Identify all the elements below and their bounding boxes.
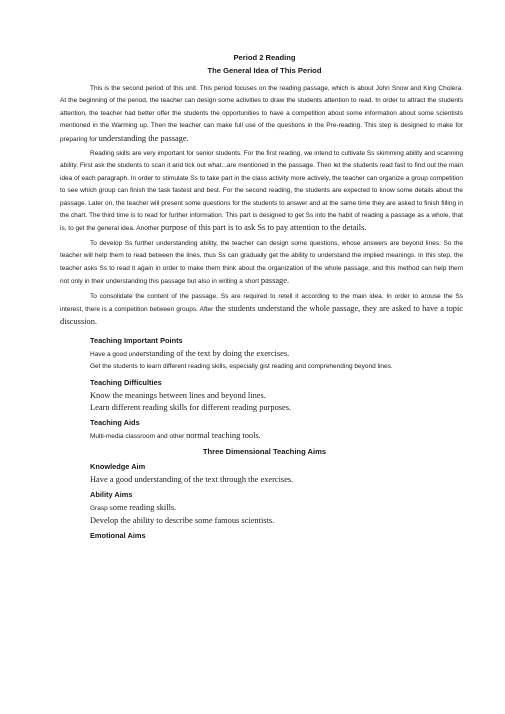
paragraph-3-text: To develop Ss further understanding ability, the teacher can design some questions, whose answers are beyond lines. So the teacher will help them to read between the lines, thus Ss can gradually get the ability to understand the implied meanings. In this step, the teacher asks Ss to read it again in order to make them think about the organization of the whole passage, and this method can help them not only in their understanding this passage but also in writing a short xyxy=(60,239,463,286)
ability-aims-heading: Ability Aims xyxy=(90,489,133,499)
ability-aims-line-1 xyxy=(90,502,463,515)
important-points-line-1 xyxy=(90,348,463,361)
emotional-aims-heading: Emotional Aims xyxy=(90,531,146,541)
ability-aims-line-1-b: ome reading skills. xyxy=(112,502,177,512)
difficulties-line-1: Know the meanings between lines and beyond lines. xyxy=(90,390,266,400)
knowledge-aim-heading: Knowledge Aim xyxy=(90,461,146,471)
paragraph-3-end: passage. xyxy=(260,276,290,286)
aids-line-1-a: Multi-media classroom and other xyxy=(90,432,185,440)
period-title: Period 2 Reading xyxy=(233,53,296,62)
important-points-heading: Teaching Important Points xyxy=(90,335,183,345)
aids-heading: Teaching Aids xyxy=(90,417,140,427)
aids-line-1-b: normal teaching tools. xyxy=(186,430,261,440)
difficulties-heading: Teaching Difficulties xyxy=(90,377,162,387)
important-points-line-1-b: rstanding of the text by doing the exercises. xyxy=(143,348,290,358)
paragraph-4-end: the students understand the whole passage, they are asked to have a topic discussion. xyxy=(60,303,463,327)
important-points-line-1-a: Have a good unde xyxy=(90,350,144,358)
paragraph-2 xyxy=(60,148,463,236)
period-subtitle: The General Idea of This Period xyxy=(207,66,322,75)
paragraph-1-end: understanding the passage. xyxy=(98,133,189,143)
difficulties-line-2: Learn different reading skills for different reading purposes. xyxy=(90,402,292,412)
ability-aims-line-2: Develop the ability to describe some famous scientists. xyxy=(90,516,275,526)
paragraph-4-text: To consolidate the content of the passage, Ss are required to retell it according to the main idea. In order to arouse the Ss interest, there is a competition between groups. After xyxy=(60,292,463,313)
aims-title: Three Dimensional Teaching Aims xyxy=(202,446,327,456)
knowledge-aim-line-1: Have a good understanding of the text through the exercises. xyxy=(90,474,294,484)
paragraph-1-text: This is the second period of this unit. This period focuses on the reading passage, which is about John Snow and King Cholera. At the beginning of the period, the teacher can design some activities to draw the students attention to read. In order to attract the students attention, the teacher had better offer the students the opportunities to have a competition about some information about some scientists mentioned in the Warming up. Then the teacher can make full use of the questions in the Pre-reading. This step is designed to make for preparing for xyxy=(60,85,463,143)
paragraph-1 xyxy=(60,83,463,146)
important-points-line-2: Get the students to learn different reading skills, especially gist reading and comprehending beyond lines. xyxy=(90,363,393,371)
paragraph-2-text: Reading skills are very important for senior students. For the first reading, we intend to cultivate Ss skimming ability and scanning ability. First ask the students to scan it and tick out what...are mentioned in the passage. Then let the students read fast to find out the main idea of each paragraph. In order to stimulate Ss to take part in the class activity more actively, the teacher can organize a group competition to see which group can finish the task fastest and best. For the second reading, the students are expected to know some details about the passage. Later on, the teacher will present some questions for the students to answer and at the same time they are asked to finish filling in the chart. The third time is to read for further information. This part is designed to get Ss into the habit of reading a passage as a whole, that is, to get the general idea. Another xyxy=(60,150,463,233)
paragraph-2-end: purpose of this part is to ask Ss to pay attention to the details. xyxy=(160,223,367,233)
ability-aims-line-1-a: Grasp s xyxy=(90,504,113,512)
paragraph-4 xyxy=(60,291,463,330)
aids-line-1 xyxy=(90,430,463,443)
paragraph-3 xyxy=(60,238,463,289)
